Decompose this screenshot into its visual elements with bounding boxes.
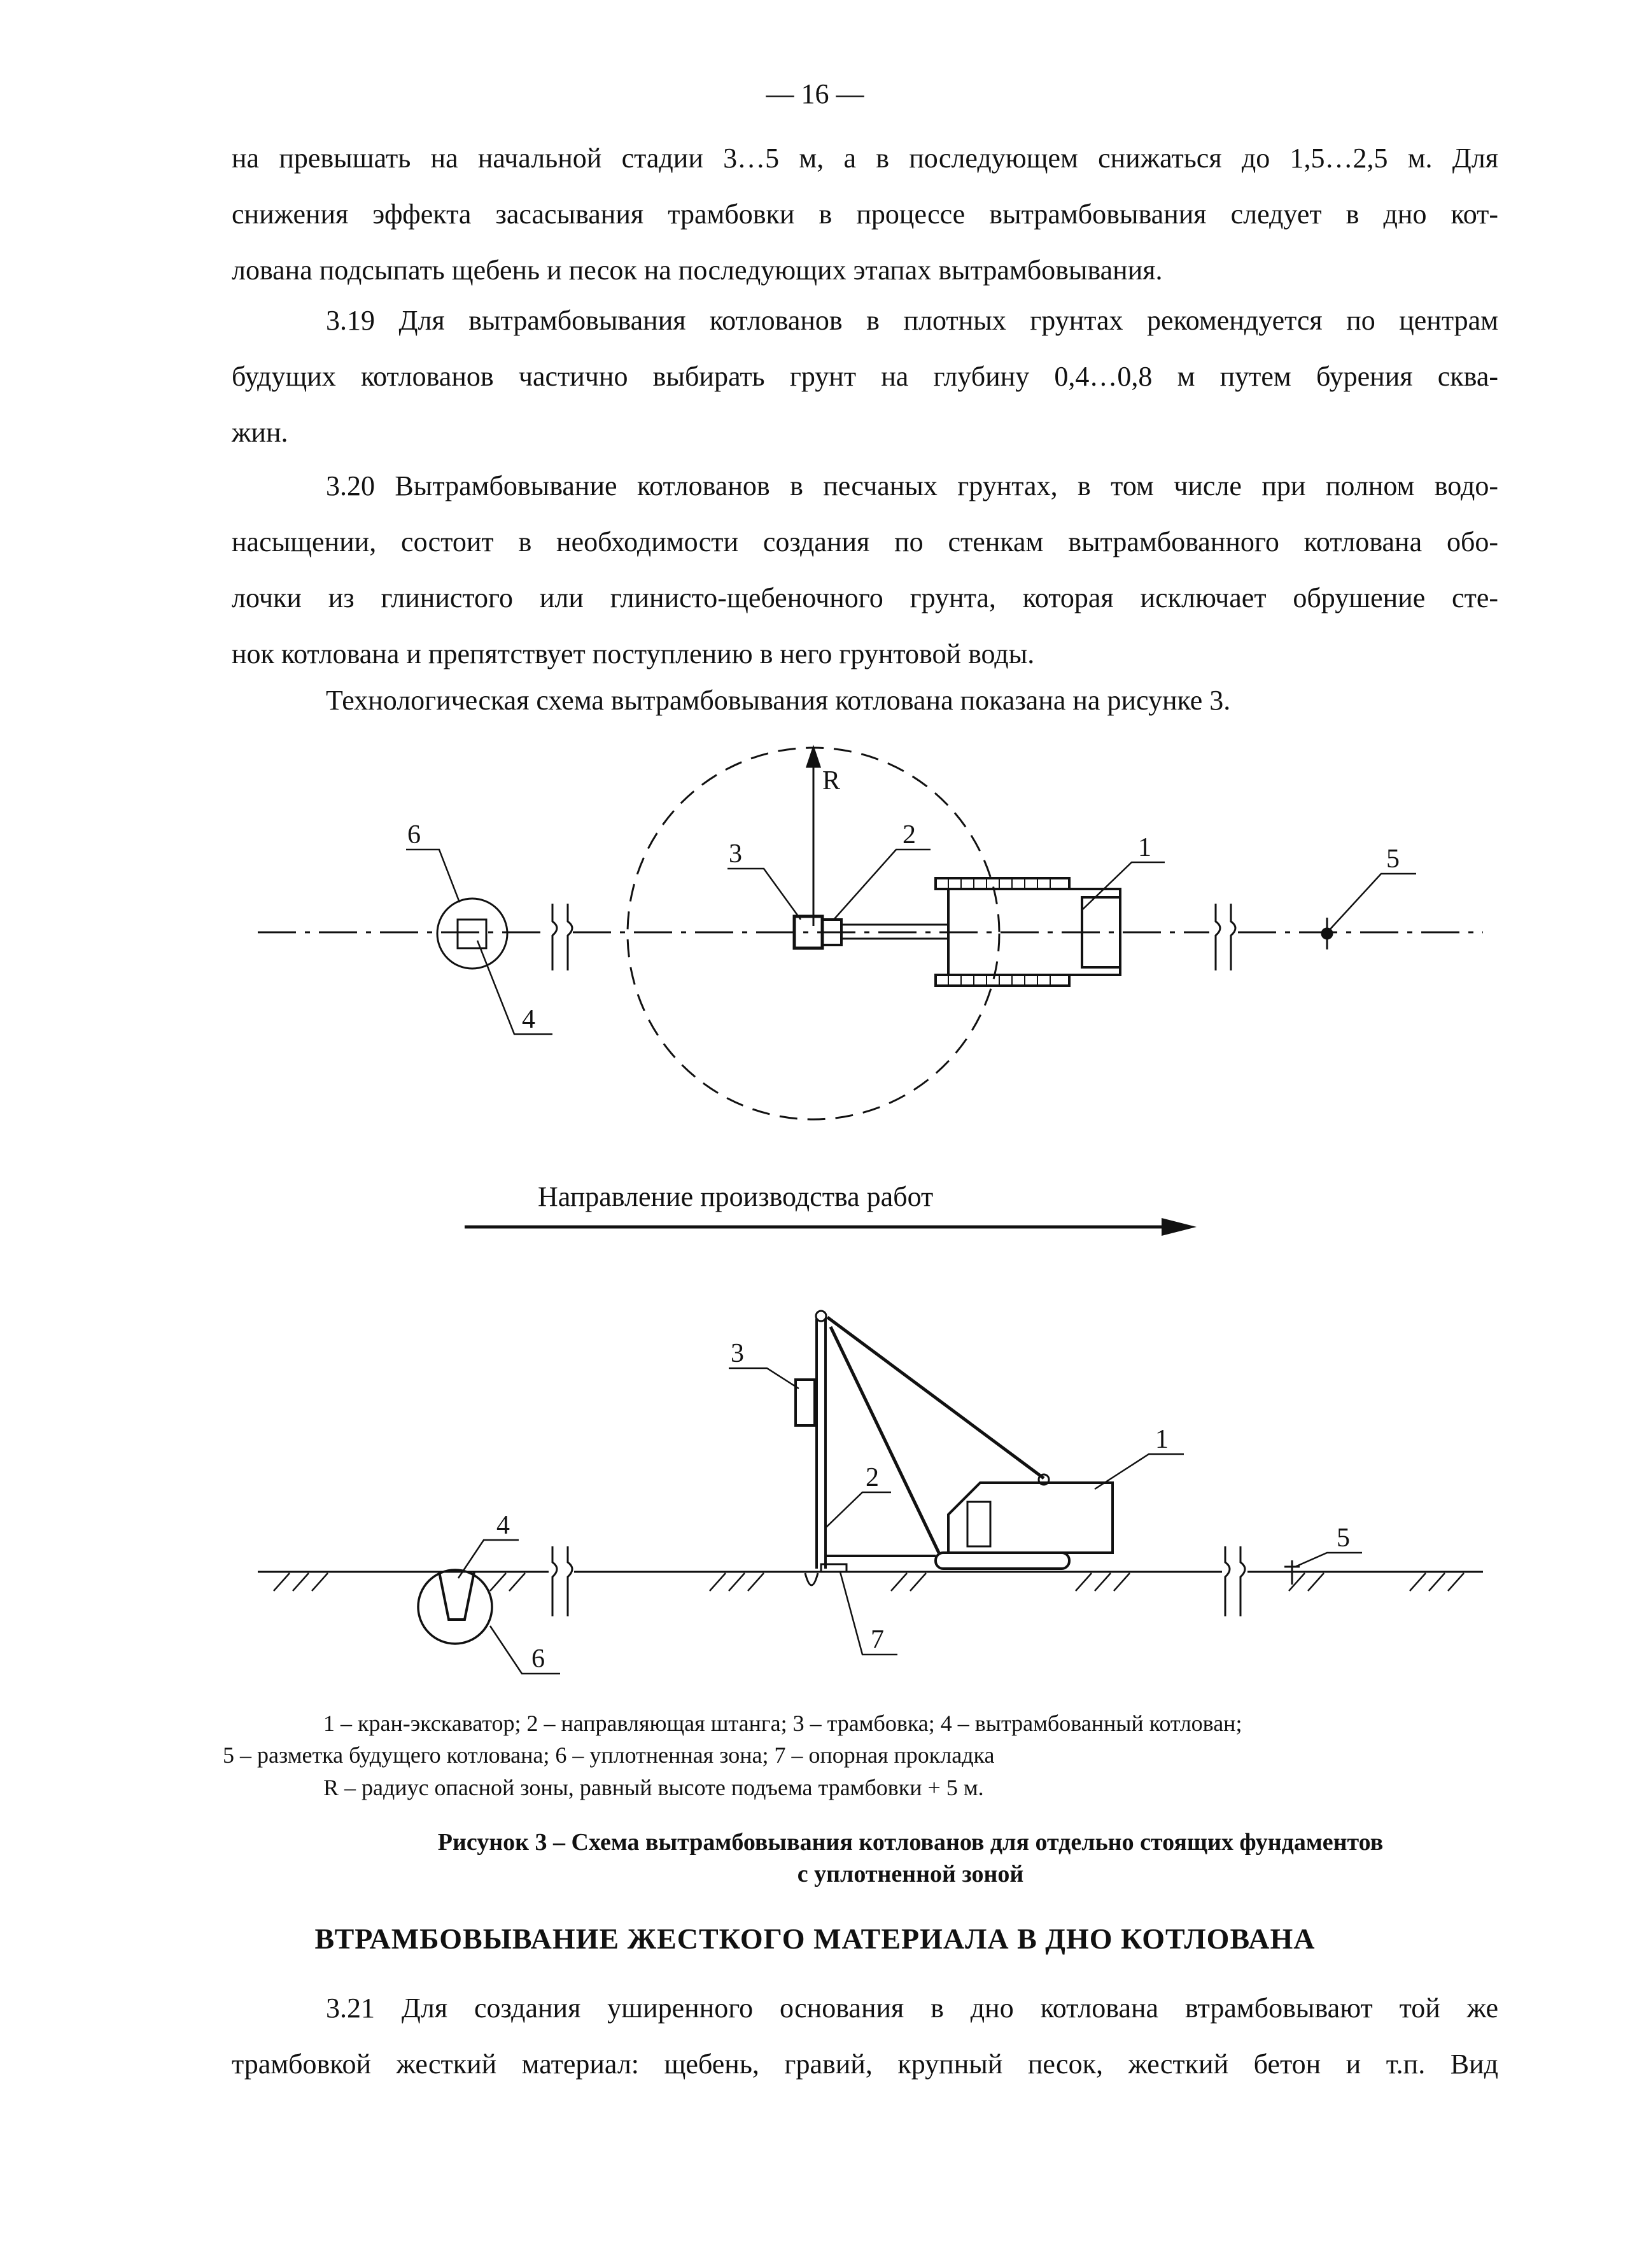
leader-plan-1 [1082,862,1165,910]
plan-label-5: 5 [1386,844,1400,874]
text-line: жин. [232,417,288,448]
boom-upper [827,1317,1044,1478]
leader-plan-4 [477,941,552,1034]
leader-side-4 [458,1540,519,1578]
rod-top-pulley [816,1311,826,1321]
boom-lower [831,1327,939,1553]
side-view [258,1311,1483,1674]
rammer-plan [794,916,822,948]
track-links-bottom [948,975,1050,986]
crawler-side [936,1553,1069,1569]
plan-label-6: 6 [407,820,421,850]
side-label-7: 7 [871,1625,884,1655]
boom-tip-pulley [1039,1474,1049,1485]
side-label-5: 5 [1337,1523,1350,1553]
track-links-top [948,878,1050,889]
text-line: трамбовкой жесткий материал: щебень, гравий, крупный песок, жесткий бетон и т.п. Вид [232,2048,1498,2080]
leader-side-5 [1295,1553,1362,1567]
plan-label-4: 4 [522,1005,535,1034]
leader-side-1 [1095,1454,1184,1489]
page-number: — 16 — [766,78,864,109]
text-line: лована подсыпать щебень и песок на последующих этапах вытрамбовывания. [232,255,1163,286]
side-break-right [1225,1546,1245,1616]
side-label-2: 2 [866,1463,879,1492]
leader-side-6 [490,1626,560,1674]
rammer-side [796,1380,815,1425]
paragraph-3-21 [232,1980,1498,2092]
pit-square [458,920,486,948]
marker-dot-plan [1322,928,1332,939]
plan-break-right [1216,904,1235,970]
plan-break-left [552,904,572,970]
figure-caption-line-2: с уплотненной зоной [797,1861,1024,1887]
text-line: 3.21 Для создания уширенного основания в дно котлована втрамбовывают той же [326,1992,1498,2024]
text-line: 3.20 Вытрамбовывание котлованов в песчаных грунтах, в том числе при полном водо- [326,470,1498,501]
plan-label-3: 3 [729,839,742,869]
legend-line-2: 5 – разметка будущего котлована; 6 – уплотненная зона; 7 – опорная прокладка [223,1742,995,1768]
text-line: Технологическая схема вытрамбовывания котлована показана на рисунке 3. [326,685,1231,716]
side-break-left [552,1546,572,1616]
direction-label: Направление производства работ [538,1181,934,1212]
leader-side-7 [840,1572,897,1655]
leader-plan-6 [406,850,460,902]
side-label-6: 6 [531,1644,545,1674]
crane-window-side [967,1502,990,1546]
direction-arrow [465,1218,1197,1236]
paragraph-3-19 [232,293,1498,461]
side-label-4: 4 [496,1511,510,1540]
text-line: на превышать на начальной стадии 3…5 м, а в последующем снижаться до 1,5…2,5 м. Для [232,143,1498,174]
ground-hatching [274,1573,1464,1591]
text-line: нок котлована и препятствует поступлению в него грунтовой воды. [232,638,1035,669]
plan-view [258,748,1483,1119]
leader-plan-3 [727,869,801,920]
pit-side [439,1572,474,1620]
radius-arrowhead [807,748,820,767]
danger-zone-circle [628,748,999,1119]
rammed-pit-under-rod [805,1573,818,1585]
compacted-zone-side [418,1570,492,1644]
figure-caption-line-1: Рисунок 3 – Схема вытрамбовывания котлованов для отдельно стоящих фундаментов [437,1829,1384,1856]
text-line: насыщении, состоит в необходимости создания по стенкам вытрамбованного котлована обо- [232,526,1498,557]
text-line: 3.19 Для вытрамбовывания котлованов в плотных грунтах рекомендуется по центрам [326,305,1498,336]
side-label-1: 1 [1155,1425,1169,1454]
radius-label: R [822,766,841,795]
paragraph-continuation [232,130,1498,298]
text-line: снижения эффекта засасывания трамбовки в процессе вытрамбовывания следует в дно кот- [232,199,1498,230]
compacted-zone-circle [437,899,507,969]
side-labels [496,1339,1350,1674]
leader-plan-2 [834,850,931,920]
guide-head-plan [822,920,841,945]
section-heading: ВТРАМБОВЫВАНИЕ ЖЕСТКОГО МАТЕРИАЛА В ДНО КОТЛОВАНА [314,1922,1316,1955]
plan-label-2: 2 [903,820,916,850]
crane-track-bottom [936,975,1069,986]
leader-side-2 [826,1492,891,1527]
crane-track-top [936,878,1069,889]
crane-body-plan [948,889,1120,975]
legend-line-1: 1 – кран-экскаватор; 2 – направляющая штанга; 3 – трамбовка; 4 – вытрамбованный котлован; [323,1711,1242,1736]
side-label-3: 3 [731,1339,744,1368]
crane-cab-plan [1082,897,1120,967]
plan-labels [407,766,1400,1034]
leader-plan-5 [1330,874,1416,929]
leader-side-3 [729,1368,799,1389]
text-line: будущих котлованов частично выбирать грунт на глубину 0,4…0,8 м путем бурения сква- [232,361,1498,392]
text-line: лочки из глинистого или глинисто-щебеночного грунта, которая исключает обрушение сте- [232,582,1498,613]
plan-label-1: 1 [1138,833,1151,862]
paragraph-3-20 [232,458,1498,682]
support-pad [821,1564,847,1572]
crane-body-side [948,1483,1113,1553]
legend-line-3: R – радиус опасной зоны, равный высоте подъема трамбовки + 5 м. [323,1775,984,1800]
paragraph-figure-reference [232,673,1498,729]
